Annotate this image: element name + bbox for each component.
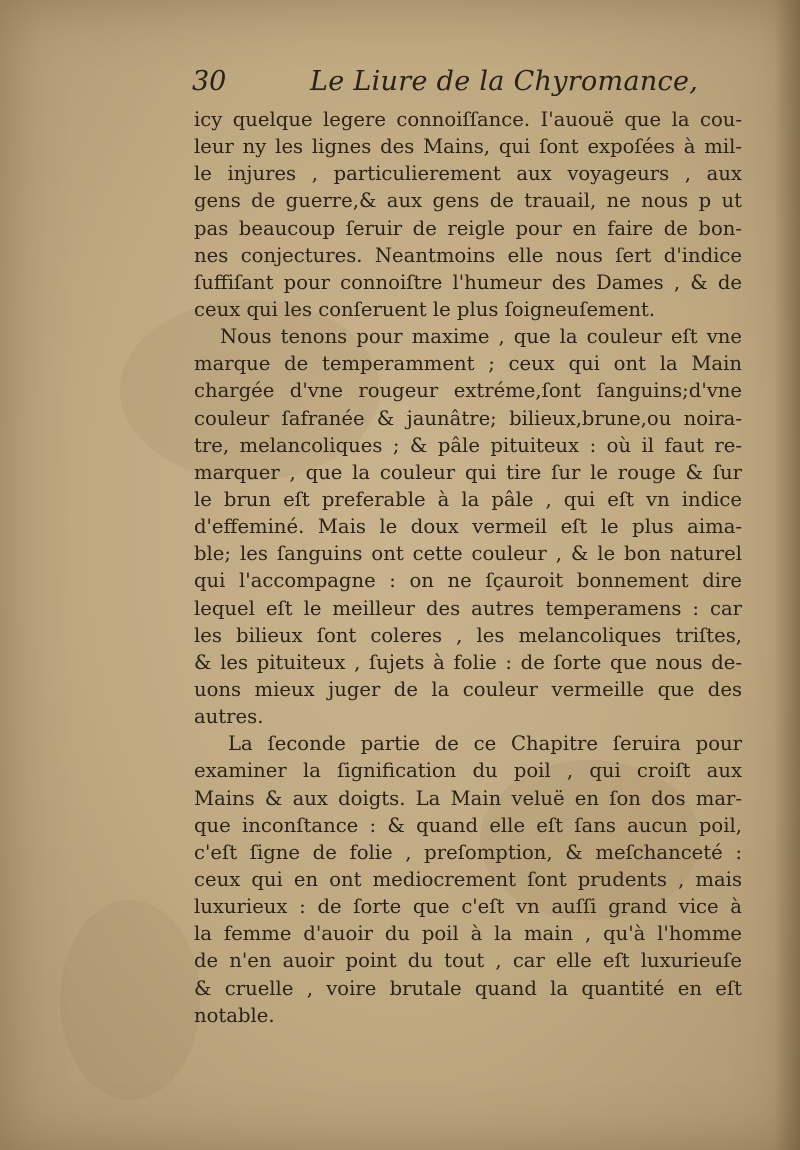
text-line: que inconſtance : & quand elle eſt ſans aucun poil, <box>194 813 742 837</box>
text-line: examiner la ſignification du poil , qui croiſt aux <box>194 759 742 783</box>
text-line: lequel eſt le meilleur des autres temperamens : car <box>194 596 742 620</box>
text-line: tre, melancoliques ; & pâle pituiteux : où il faut re- <box>194 433 742 457</box>
text-line: pas beaucoup ſeruir de reigle pour en faire de bon- <box>194 216 742 240</box>
text-line: ble; les ſanguins ont cette couleur , & le bon naturel <box>194 542 742 566</box>
page-header <box>192 66 752 106</box>
text-line: luxurieux : de ſorte que c'eſt vn auſſi grand vice à <box>194 895 742 919</box>
text-line: le injures , particulierement aux voyageurs , aux <box>194 162 742 186</box>
text-line: de n'en auoir point du tout , car elle eſt luxurieuſe <box>194 949 742 973</box>
text-line: autres. <box>194 705 264 729</box>
text-line: uons mieux juger de la couleur vermeille que des <box>194 677 742 701</box>
text-line: marquer , que la couleur qui tire ſur le rouge & ſur <box>194 460 742 484</box>
text-line: & cruelle , voire brutale quand la quantité en eſt <box>194 976 742 1000</box>
text-line: ſuffiſant pour connoiſtre l'humeur des Dames , & de <box>194 270 742 294</box>
text-line: c'eſt ſigne de folie , preſomption, & meſchanceté : <box>194 840 742 864</box>
text-line: icy quelque legere connoiſſance. I'auouë que la cou- <box>194 108 742 131</box>
text-line: La ſeconde partie de ce Chapitre ſeruira pour <box>228 732 742 756</box>
running-title: Le Liure de la Chyromance, <box>310 66 699 97</box>
text-line: ceux qui en ont mediocrement ſont prudents , mais <box>194 867 742 891</box>
text-line: les bilieux ſont coleres , les melancoliques triſtes, <box>194 623 742 647</box>
text-line: gens de guerre,& aux gens de trauail, ne nous p ut <box>194 189 742 213</box>
page-number: 30 <box>192 66 227 97</box>
text-line: qui l'accompagne : on ne ſçauroit bonnement dire <box>194 569 742 593</box>
text-line: nes conjectures. Neantmoins elle nous ſert d'indice <box>194 243 742 267</box>
text-line: leur ny les lignes des Mains, qui ſont expoſées à mil- <box>194 135 742 159</box>
text-line: couleur ſafranée & jaunâtre; bilieux,brune,ou noira- <box>194 406 742 430</box>
text-line: ceux qui les conſeruent le plus ſoigneuſement. <box>194 297 656 321</box>
text-line: d'effeminé. Mais le doux vermeil eſt le plus aima- <box>194 515 742 539</box>
text-line: Nous tenons pour maxime , que la couleur eſt vne <box>220 325 742 349</box>
text-line: & les pituiteux , ſujets à folie : de ſorte que nous de- <box>194 650 742 674</box>
text-line: chargée d'vne rougeur extréme,ſont ſanguins;d'vne <box>194 379 742 403</box>
paper-stain <box>60 900 200 1100</box>
text-line: notable. <box>194 1003 275 1027</box>
text-line: Mains & aux doigts. La Main veluë en ſon dos mar- <box>194 786 742 810</box>
page-binding-shadow <box>774 0 800 1150</box>
text-line: le brun eſt preferable à la pâle , qui eſt vn indice <box>194 487 742 511</box>
body-text <box>194 106 742 1029</box>
text-line: marque de temperamment ; ceux qui ont la Main <box>194 352 742 376</box>
text-line: la femme d'auoir du poil à la main , qu'à l'homme <box>194 922 742 946</box>
